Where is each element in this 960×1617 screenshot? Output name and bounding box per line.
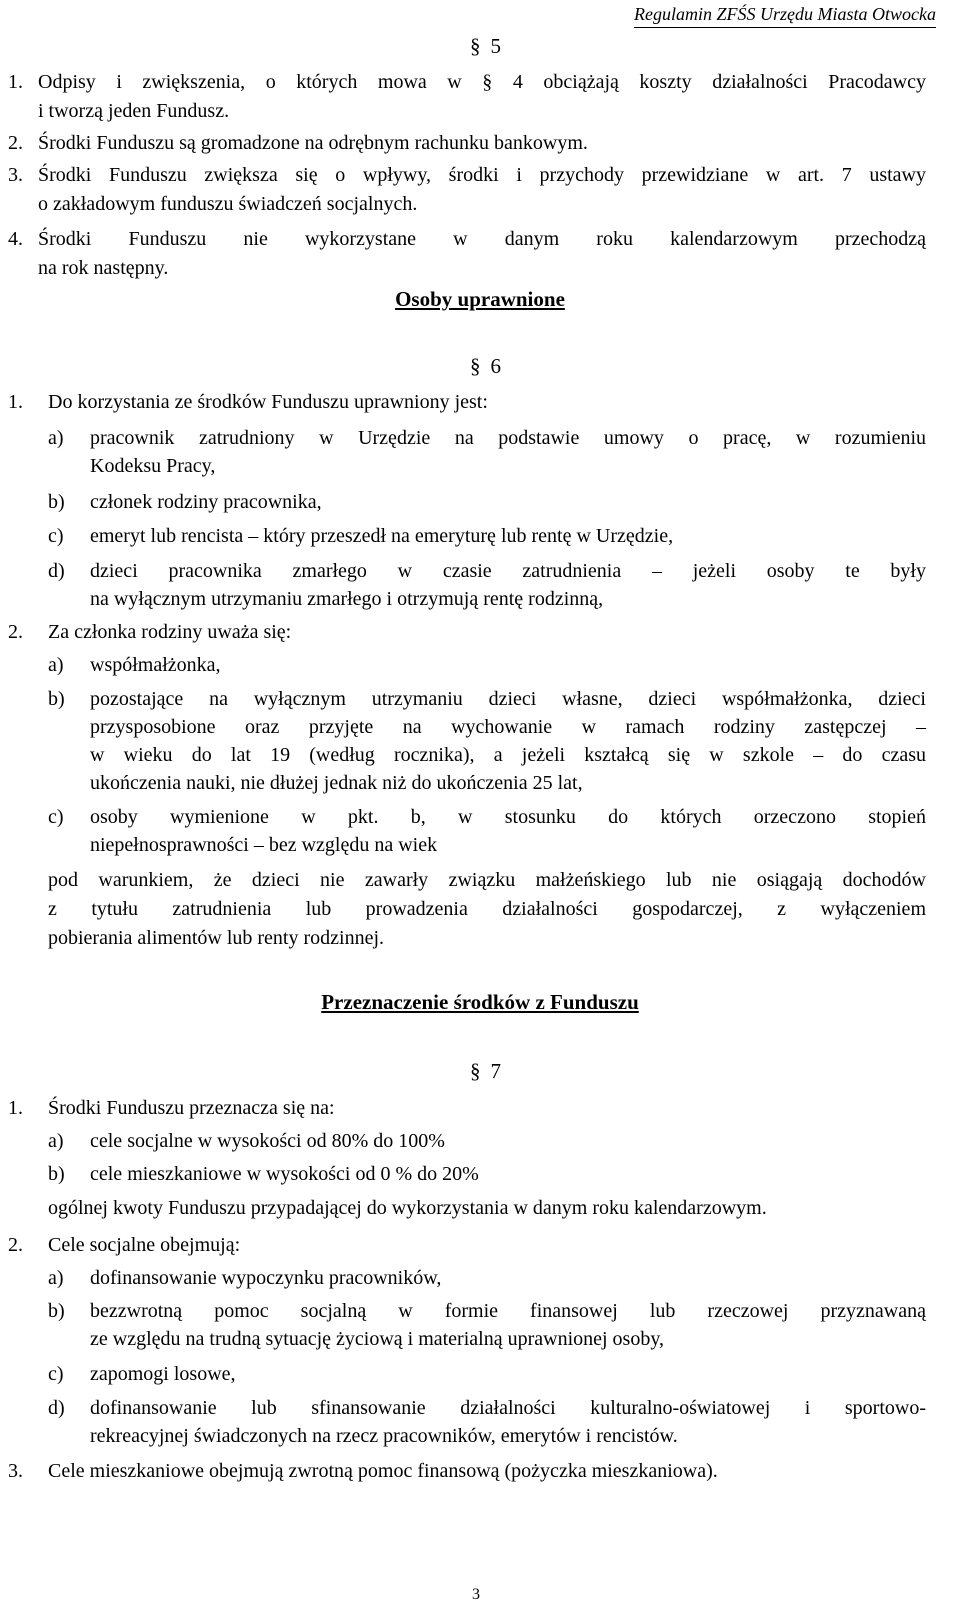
heading-fund-purpose: Przeznaczenie środków z Funduszu bbox=[321, 990, 639, 1014]
item-number: 1. bbox=[8, 71, 23, 93]
item-letter: b) bbox=[48, 1300, 65, 1322]
section-5-heading bbox=[470, 34, 501, 59]
heading-eligible-persons: Osoby uprawnione bbox=[395, 287, 565, 311]
text-line: Środki Funduszu nie wykorzystane w danym roku kalendarzowym przechodzą bbox=[38, 228, 926, 250]
text-line: współmałżonka, bbox=[90, 654, 221, 676]
item-number: 2. bbox=[8, 132, 23, 154]
text-line: Kodeksu Pracy, bbox=[90, 455, 216, 477]
section-6-heading bbox=[470, 354, 501, 379]
item-letter: b) bbox=[48, 688, 65, 710]
text-line: dofinansowanie wypoczynku pracowników, bbox=[90, 1267, 442, 1289]
item-letter: c) bbox=[48, 525, 64, 547]
item-letter: c) bbox=[48, 1363, 64, 1385]
text-line: ze względu na trudną sytuację życiową i materialną uprawnionej osoby, bbox=[90, 1328, 665, 1350]
text-line: na rok następny. bbox=[38, 257, 169, 279]
paragraph-sign: § bbox=[470, 1059, 481, 1083]
section-7-heading bbox=[470, 1059, 501, 1084]
page-number: 3 bbox=[472, 1586, 480, 1603]
text-line: ogólnej kwoty Funduszu przypadającej do wykorzystania w danym roku kalendarzowym. bbox=[48, 1197, 767, 1219]
text-line: dzieci pracownika zmarłego w czasie zatrudnienia – jeżeli osoby te były bbox=[90, 560, 926, 582]
item-letter: b) bbox=[48, 491, 65, 513]
text-line: osoby wymienione w pkt. b, w stosunku do których orzeczono stopień bbox=[90, 806, 926, 828]
text-line: z tytułu zatrudnienia lub prowadzenia działalności gospodarczej, z wyłączeniem bbox=[48, 898, 926, 920]
section-number: 5 bbox=[490, 34, 501, 58]
text-line: pracownik zatrudniony w Urzędzie na podstawie umowy o pracę, w rozumieniu bbox=[90, 427, 926, 449]
item-letter: d) bbox=[48, 1397, 65, 1419]
item-number: 3. bbox=[8, 164, 23, 186]
running-header: Regulamin ZFŚS Urzędu Miasta Otwocka bbox=[634, 4, 936, 28]
text-line: dofinansowanie lub sfinansowanie działalności kulturalno-oświatowej i sportowo- bbox=[90, 1397, 926, 1419]
item-letter: d) bbox=[48, 560, 65, 582]
text-line: zapomogi losowe, bbox=[90, 1363, 236, 1385]
text-line: ukończenia nauki, nie dłużej jednak niż do ukończenia 25 lat, bbox=[90, 772, 583, 794]
text-line: Cele socjalne obejmują: bbox=[48, 1234, 241, 1256]
text-line: członek rodziny pracownika, bbox=[90, 491, 322, 513]
text-line: rekreacyjnej świadczonych na rzecz pracowników, emerytów i rencistów. bbox=[90, 1425, 678, 1447]
text-line: Środki Funduszu są gromadzone na odrębnym rachunku bankowym. bbox=[38, 132, 588, 154]
text-line: Za członka rodziny uważa się: bbox=[48, 621, 292, 643]
text-line: na wyłącznym utrzymaniu zmarłego i otrzymują rentę rodzinną, bbox=[90, 588, 604, 610]
text-line: pobierania alimentów lub renty rodzinnej. bbox=[48, 927, 385, 949]
text-line: pod warunkiem, że dzieci nie zawarły związku małżeńskiego lub nie osiągają dochodów bbox=[48, 869, 926, 891]
text-line: emeryt lub rencista – który przeszedł na emeryturę lub rentę w Urzędzie, bbox=[90, 525, 674, 547]
item-letter: b) bbox=[48, 1163, 65, 1185]
item-letter: a) bbox=[48, 1267, 64, 1289]
text-line: Cele mieszkaniowe obejmują zwrotną pomoc finansową (pożyczka mieszkaniowa). bbox=[48, 1460, 718, 1482]
item-number: 1. bbox=[8, 391, 23, 413]
text-line: o zakładowym funduszu świadczeń socjalnych. bbox=[38, 193, 418, 215]
item-letter: a) bbox=[48, 1130, 64, 1152]
item-number: 2. bbox=[8, 1234, 23, 1256]
paragraph-sign: § bbox=[470, 34, 481, 58]
text-line: niepełnosprawności – bez względu na wiek bbox=[90, 834, 438, 856]
section-number: 6 bbox=[490, 354, 501, 378]
paragraph-sign: § bbox=[470, 354, 481, 378]
section-number: 7 bbox=[490, 1059, 501, 1083]
text-line: Środki Funduszu przeznacza się na: bbox=[48, 1097, 335, 1119]
text-line: i tworzą jeden Fundusz. bbox=[38, 100, 230, 122]
text-line: w wieku do lat 19 (według rocznika), a jeżeli kształcą się w szkole – do czasu bbox=[90, 744, 926, 766]
text-line: Do korzystania ze środków Funduszu uprawniony jest: bbox=[48, 391, 488, 413]
item-number: 4. bbox=[8, 228, 23, 250]
text-line: Odpisy i zwiększenia, o których mowa w § 4 obciążają koszty działalności Pracodawcy bbox=[38, 71, 926, 93]
text-line: cele socjalne w wysokości od 80% do 100% bbox=[90, 1130, 445, 1152]
text-line: pozostające na wyłącznym utrzymaniu dzieci własne, dzieci współmałżonka, dzieci bbox=[90, 688, 926, 710]
item-number: 3. bbox=[8, 1460, 23, 1482]
item-letter: a) bbox=[48, 427, 64, 449]
item-letter: a) bbox=[48, 654, 64, 676]
item-number: 2. bbox=[8, 621, 23, 643]
text-line: bezzwrotną pomoc socjalną w formie finansowej lub rzeczowej przyznawaną bbox=[90, 1300, 926, 1322]
item-letter: c) bbox=[48, 806, 64, 828]
text-line: cele mieszkaniowe w wysokości od 0 % do 20% bbox=[90, 1163, 479, 1185]
text-line: przysposobione oraz przyjęte na wychowanie w ramach rodziny zastępczej – bbox=[90, 716, 926, 738]
text-line: Środki Funduszu zwiększa się o wpływy, środki i przychody przewidziane w art. 7 ustawy bbox=[38, 164, 926, 186]
item-number: 1. bbox=[8, 1097, 23, 1119]
